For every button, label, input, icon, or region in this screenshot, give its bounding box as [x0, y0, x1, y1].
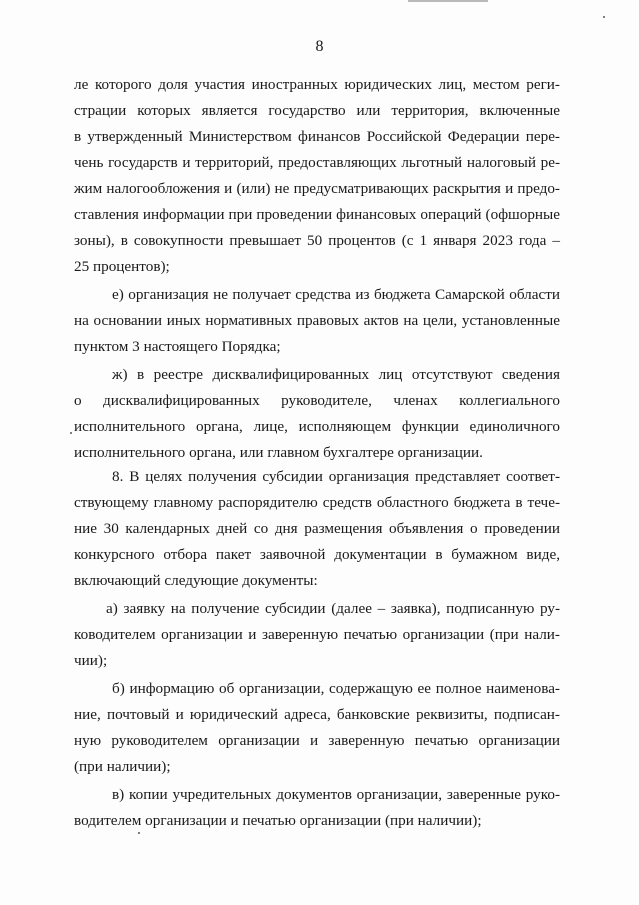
text-line: ж) в реестре дисквалифицированных лиц отсутствуют сведения — [112, 366, 560, 383]
text-line: ствующему главному распорядителю средств областного бюджета в тече- — [74, 494, 560, 511]
text-line: жим налогообложения и (или) не предусматривающих раскрытия и предо- — [74, 180, 560, 197]
text-line: ководителем организации и заверенную печатью организации (при нали- — [74, 626, 560, 643]
scan-speck — [70, 432, 72, 434]
text-line: е) организация не получает средства из бюджета Самарской области — [112, 286, 560, 303]
word: дисквалифицированных — [103, 392, 260, 409]
text-line: водителем организации и печатью организации (при наличии); — [74, 812, 482, 829]
text-line: включающий следующие документы: — [74, 572, 318, 589]
scan-speck — [138, 832, 140, 834]
text-line: ние, почтовый и юридический адреса, банковские реквизиты, подписан- — [74, 706, 560, 723]
word: коллегиального — [459, 392, 560, 409]
scan-edge-mark — [408, 0, 488, 2]
text-line: исполнительного органа, или главном бухгалтере организации. — [74, 444, 483, 461]
text-line: зоны), в совокупности превышает 50 процентов (с 1 января 2023 года – — [74, 232, 560, 249]
text-line: чии); — [74, 652, 108, 669]
text-line: на основании иных нормативных правовых актов на цели, установленные — [74, 312, 560, 329]
word: членах — [393, 392, 438, 409]
text-line: пунктом 3 настоящего Порядка; — [74, 338, 281, 355]
text-line: чень государств и территорий, предоставляющих льготный налоговый ре- — [74, 154, 560, 171]
text-line: а) заявку на получение субсидии (далее – заявка), подписанную ру- — [106, 600, 560, 617]
text-line-spread — [74, 392, 560, 410]
text-line: ставления информации при проведении финансовых операций (офшорные — [74, 206, 560, 223]
word: о — [74, 392, 82, 409]
text-line: (при наличии); — [74, 758, 171, 775]
text-line: б) информацию об организации, содержащую ее полное наименова- — [112, 680, 560, 697]
text-line: конкурсного отбора пакет заявочной документации в бумажном виде, — [74, 546, 560, 563]
text-line: в утвержденный Министерством финансов Российской Федерации пере- — [74, 128, 560, 145]
page-number: 8 — [315, 38, 324, 55]
text-line: 25 процентов); — [74, 258, 170, 275]
word: руководителе, — [281, 392, 372, 409]
scan-speck — [603, 16, 605, 18]
text-line: ние 30 календарных дней со дня размещения объявления о проведении — [74, 520, 560, 537]
text-line: исполнительного органа, лице, исполняющем функции единоличного — [74, 418, 560, 435]
text-line: ную руководителем организации и заверенную печатью организации — [74, 732, 560, 749]
text-line: 8. В целях получения субсидии организация представляет соответ- — [112, 468, 560, 485]
text-line: страции которых является государство или территория, включенные — [74, 102, 560, 119]
text-line: ле которого доля участия иностранных юридических лиц, местом реги- — [74, 76, 560, 93]
text-line: в) копии учредительных документов организации, заверенные руко- — [112, 786, 560, 803]
